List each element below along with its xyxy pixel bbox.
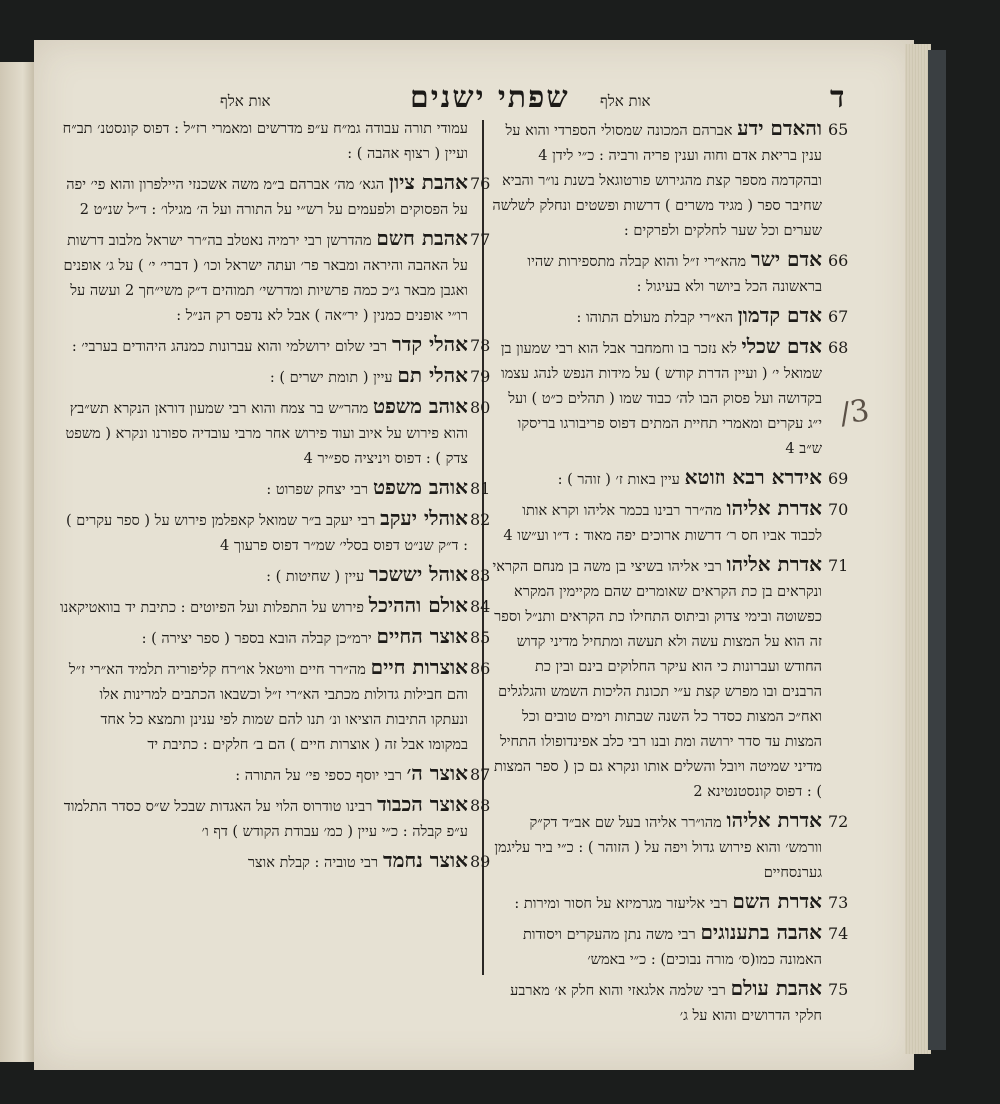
entry (58, 332, 491, 359)
entry-number: 85 (470, 628, 491, 647)
entry-heading: אוהב משפט (372, 394, 468, 418)
entry-text: מהו״רר אליהו בעל שם אב״ד דק״ק וורמש׳ והוא פירוש גדול ויפה על ( הזוהר ) : כ״י ביר עליגמן גערנסחיים (494, 815, 822, 881)
entry-heading: אהבת עולם (730, 976, 822, 1000)
entry (58, 562, 491, 589)
entry-heading: אהבת חשם (376, 226, 468, 250)
entry-text: עיין באות ז׳ ( זוהר ) : (557, 472, 680, 488)
entry-heading: אוצר ה׳ (406, 761, 468, 785)
entry-number: 68 (828, 338, 849, 357)
entry (58, 655, 491, 757)
entry-text: רבי שלמה אלגאזי והוא חלק א׳ מארבע חלקי הדרושים והוא על ג׳ (510, 983, 822, 1024)
entry (58, 593, 491, 620)
page-letter: ד (830, 80, 845, 115)
entry-number: 75 (828, 980, 849, 999)
left-column (58, 116, 491, 879)
entry (58, 475, 491, 502)
entry (492, 303, 849, 330)
entry (58, 116, 468, 166)
entry (492, 247, 849, 299)
entry-text: מהא״רי ז״ל והוא קבלה מתספירות שהיו בראשונה הכל ביושר ולא בעיגול : (527, 254, 822, 295)
entry-heading: אהלי קדר (391, 332, 468, 356)
entry-number: 81 (470, 479, 491, 498)
entry (58, 792, 491, 844)
entry-text: רבי טוביה : קבלת אוצר (247, 855, 379, 871)
margin-annotation: /3 (837, 393, 872, 432)
entry-text: רבי שלום ירושלמי והוא עברונות כמנהג היהודים בערבי׳ : (71, 339, 388, 355)
entry-heading: אהבה בתענוגים (700, 920, 822, 944)
entry-number: 69 (828, 469, 849, 488)
entry-heading: אדם קדמון (737, 303, 822, 327)
header-left-label: אות אלף (220, 92, 271, 110)
entry (492, 889, 849, 916)
header-title: שפתי ישנים (410, 80, 570, 115)
entry-heading: אהלי תם (397, 363, 468, 387)
entry (58, 394, 491, 471)
entry-heading: אדרת אליהו (726, 808, 822, 832)
entry-text: מהדרשן רבי ירמיה נאטלב בה״רר ישראל מלבוב דרשות על האהבה והיראה ומבאר פר׳ ועתה ישראל וכו׳ ( דברי׳ י׳ ) על ג׳ אופנים ואגבן מבאר ג״כ כמה פרשיות ומדרשי׳ תמוהים ד״ק משי״חך 2 ועשה על רו״י אופנים כמנין ( יר״אה ) אבל לא נדפס רק הנ״ל : (63, 233, 468, 324)
entry-heading: אדרת אליהו (726, 552, 822, 576)
entry-number: 84 (470, 597, 491, 616)
entry-text: עמודי תורה עבודה גמ״ח ע״פ מדרשים ומאמרי רז״ל : דפוס קונסטנ׳ תב״ח ועיין ( רצוף אהבה ) : (62, 121, 468, 162)
entry (58, 170, 491, 222)
entry-number: 76 (470, 174, 491, 193)
entry-number: 70 (828, 500, 849, 519)
entry (58, 363, 491, 390)
entry-text: רבי יצחק שפרוט : (266, 482, 369, 498)
entry (58, 226, 491, 328)
entry-heading: אידרא רבא וזוטא (684, 465, 822, 489)
entry-text: אברהם המכונה שמסולי הספרדי והוא על ענין בריאת אדם וחוה וענין פריה ורביה : כ״י לידן 4 ובהקדמה מספר קצת מהגירוש פורטוגאל בשנת נו״ר והביא שחיבר ספר ( מגיד משרים ) דרשות ופשטים ונחלק לשלשה שערים וכל שער לחלקים ולפרקים : (492, 123, 822, 239)
entry-number: 78 (470, 336, 491, 355)
entry-text: רבי יעקב ב״ר שמואל קאפלמן פירוש על ( ספר עקרים ) : ד״ק שנ״ט דפוס בסלי׳ שמ״ר דפוס פרעוך 4 (66, 513, 468, 554)
entry (492, 976, 849, 1028)
entry-heading: אוצר החיים (376, 624, 468, 648)
entry-number: 82 (470, 510, 491, 529)
entry-text: הא״רי קבלת מעולם התוהו : (576, 310, 733, 326)
entry-text: ירמ״כן קבלה הובא בספר ( ספר יצירה ) : (141, 631, 372, 647)
entry-heading: אוצר הכבוד (377, 792, 468, 816)
right-column (492, 116, 849, 1032)
entry-text: רבי אליעזר מגרמיזא על חסור ומירות : (514, 896, 728, 912)
entry (492, 465, 849, 492)
entry-text: עיין ( תומת ישרים ) : (269, 370, 393, 386)
entry-heading: אדרת השם (732, 889, 822, 913)
entry-number: 79 (470, 367, 491, 386)
entry-number: 80 (470, 398, 491, 417)
entry-heading: אולם וההיכל (368, 593, 468, 617)
entry-heading: אוהלי יעקב (380, 506, 468, 530)
entry-number: 89 (470, 852, 491, 871)
entry-text: מהר״ש בר צמח והוא רבי שמעון דוראן הנקרא תש״בץ והוא פירוש על איוב ועוד פירוש אחר מרבי עובדיה ספורנו ונקרא ( משפט צדק ) : דפוס ויניציה ספ״יר 4 (65, 401, 468, 467)
entry-text: מה״רר רבינו בכמר אליהו וקרא אותו לכבוד אביו חס ר׳ דרשות ארוכים יפה מאוד : ד״ו וע״שו 4 (503, 503, 822, 544)
entry-number: 77 (470, 230, 491, 249)
entry-number: 66 (828, 251, 849, 270)
entry-number: 83 (470, 566, 491, 585)
entry-text: לא נזכר בו וחמחבר אבל הוא רבי שמעון בן שמואל י׳ ( ועיין הדרת קודש ) על מידות הנפש לנהג עצמו בקדושה ועל פסוק הבו לה׳ כבוד שמו ( תהלים כ״ט ) ועל י״ג עקרים ומאמרי תחיית המתים דפוס פריבורגו בריסקו ש״ב 4 (500, 341, 822, 457)
entry (58, 761, 491, 788)
entry-text: רבינו טודרוס הלוי על האגדות שבכל ש״ס כסדר התלמוד ע״פ קבלה : כ״י עיין ( כמ׳ עבודת הקודש ) דף ו׳ (63, 799, 468, 840)
entry (492, 552, 849, 804)
entry (492, 496, 849, 548)
entry-heading: אדם שכלי (741, 334, 822, 358)
entry-heading: אוצר נחמד (382, 848, 468, 872)
entry-heading: אוהל יששכר (369, 562, 468, 586)
entry-text: רבי משה נתן מהעקרים ויסודות האמונה כמו(ס׳ מורה נבוכים) : כ״י באמש׳ (522, 927, 822, 968)
entry-number: 65 (828, 120, 849, 139)
entry-heading: אוצרות חיים (370, 655, 468, 679)
entry (492, 920, 849, 972)
entry-number: 67 (828, 307, 849, 326)
entry-number: 88 (470, 796, 491, 815)
entry-text: פירוש על התפלות ועל הפיוטים : כתיבת יד בוואטיקאנו (59, 600, 364, 616)
entry-number: 73 (828, 893, 849, 912)
entry (58, 624, 491, 651)
entry (58, 506, 491, 558)
entry-heading: אדם ישר (750, 247, 822, 271)
entry-text: עיין ( שחיטות ) : (266, 569, 365, 585)
entry (492, 808, 849, 885)
entry-heading: אהבת ציון (388, 170, 468, 194)
entry-text: רבי יוסף כספי פי׳ על התורה : (235, 768, 402, 784)
left-page-edge (0, 62, 38, 1062)
entry-text: רבי אליהו בשיצי בן משה בן מנחם הקראי ונקראים בן כת הקראים שאומרים שהם מקיימין המקרא כפשוטה ובימי צדוק וביתוס התחילו כת הקראים ותנ״ל וספר זה הוא על המצות עשה ולא תעשה ומתחיל מדיני קדוש החודש ועברונות כי הוא עיקר החלוקים בינם ובין כת הרבנים ובו מפרש קצת ע״י תכונת הליכות השמש והגלגלים ואח״כ המצות כסדר כל השנה שבתות וימים טובים וכל המצות עד סדר ירושה ומת ובנו רבי כלב אפינדופולו התחיל מדיני שמיטה ויובל והשלים אותו ונקרא גם כן ( ספר המצות ) : דפוס קונסטנטינא 2 (492, 559, 822, 800)
entry (492, 116, 849, 243)
entry-heading: אוהב משפט (372, 475, 468, 499)
entry-number: 86 (470, 659, 491, 678)
entry-number: 74 (828, 924, 849, 943)
entry-number: 72 (828, 812, 849, 831)
book-cover (928, 50, 946, 1050)
entry (58, 848, 491, 875)
entry-number: 71 (828, 556, 849, 575)
entry-heading: אדרת אליהו (726, 496, 822, 520)
entry-number: 87 (470, 765, 491, 784)
header-right-label: אות אלף (600, 92, 651, 110)
entry-text: הגא׳ מה׳ אברהם ב״מ משה אשכנזי היילפרון והוא פי׳ יפה על הפסוקים ולפעמים על רש״י על התורה ועל ה׳ מגילו׳ : ד״ל שנ״ט 2 (66, 177, 468, 218)
entry-heading: והאדם ידע (737, 116, 822, 140)
entry (492, 334, 849, 461)
entry-text: מה״רר חיים וויטאל או״רח קליפוריה תלמיד הא״רי ז״ל והם חבילות גדולות מכתבי הא״רי ז״ל וכשבאו הכתבים למרינות אלו ונעתקו התיבות הוציאו ונ׳ תנו להם שמות לפי ענינן ותמצא כל אחד במקומו אבל זה ( אוצרות חיים ) הם ב׳ חלקים : כתיבת יד (68, 662, 468, 753)
